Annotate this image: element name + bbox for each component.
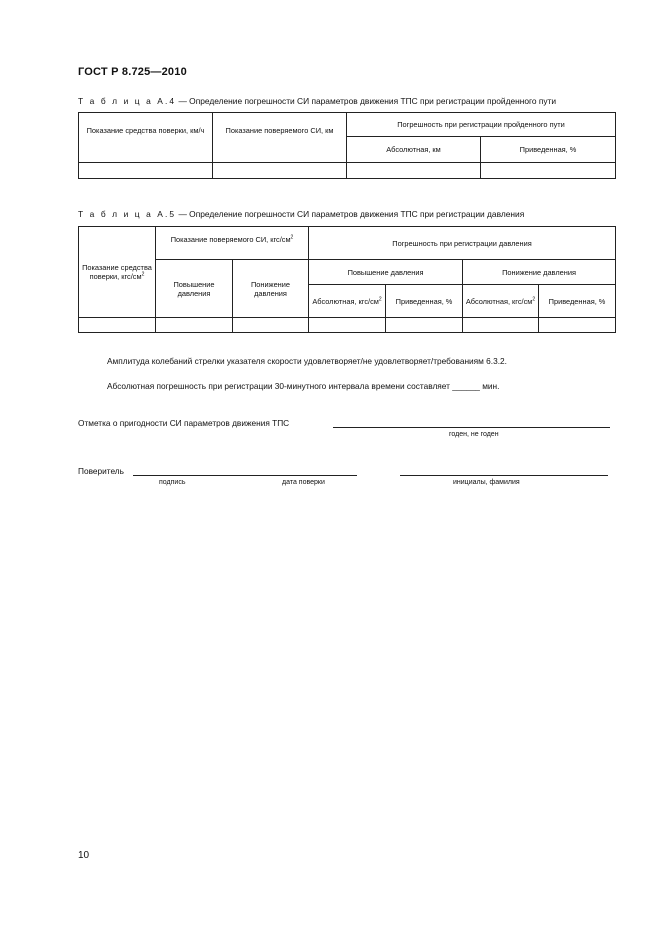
abs-error-text: Абсолютная погрешность при регистрации 30-минутного интервала времени составляет ______ мин. — [107, 381, 500, 391]
table-cell[interactable] — [481, 163, 616, 179]
page-number: 10 — [78, 850, 90, 861]
table-cell[interactable] — [386, 318, 463, 333]
table-a5-decrease-subheader: Понижение давления — [233, 260, 309, 318]
table-a5-title: — Определение погрешности СИ параметров движения ТПС при регистрации давления — [176, 209, 525, 219]
table-cell[interactable] — [213, 163, 347, 179]
name-hint: инициалы, фамилия — [453, 479, 520, 486]
table-a4-label: Т а б л и ц а А.4 — [78, 96, 177, 106]
table-a4-group-header: Погрешность при регистрации пройденного пути — [347, 113, 616, 137]
table-a5-decrease-header: Понижение давления — [463, 260, 616, 285]
table-a4-col1-header: Показание средства поверки, км/ч — [79, 113, 213, 163]
table-a5-col1-header: Показание средства поверки, кгс/$см^2$ — [79, 227, 156, 318]
table-a5-label: Т а б л и ц а А.5 — [78, 209, 177, 219]
verifier-name-line[interactable] — [400, 475, 608, 476]
fitness-hint: годен, не годен — [449, 431, 499, 438]
table-a5-increase-rel-header: Приведенная, % — [386, 285, 463, 318]
table-cell[interactable] — [347, 163, 481, 179]
fitness-input-line[interactable] — [333, 427, 610, 428]
verifier-label: Поверитель — [78, 466, 124, 476]
table-a5-decrease-abs-header: Абсолютная, кгс/$см^2$ — [463, 285, 539, 318]
verifier-signature-line[interactable] — [133, 475, 357, 476]
table-cell[interactable] — [233, 318, 309, 333]
table-a5-col2-header: Показание поверяемого СИ, кгс/$см^2$ — [156, 227, 309, 260]
table-a4 — [78, 112, 616, 179]
table-a4-col2-header: Показание поверяемого СИ, км — [213, 113, 347, 163]
table-a5-increase-subheader: Повышение давления — [156, 260, 233, 318]
signature-hint: подпись — [159, 479, 186, 486]
table-cell[interactable] — [79, 163, 213, 179]
table-a5-decrease-rel-header: Приведенная, % — [539, 285, 616, 318]
fitness-label: Отметка о пригодности СИ параметров движения ТПС — [78, 418, 290, 428]
table-row — [79, 163, 616, 179]
date-hint: дата поверки — [282, 479, 325, 486]
table-cell[interactable] — [156, 318, 233, 333]
table-a4-title: — Определение погрешности СИ параметров движения ТПС при регистрации пройденного пути — [176, 96, 557, 106]
table-a4-rel-header: Приведенная, % — [481, 137, 616, 163]
table-a5-increase-abs-header: Абсолютная, кгс/$см^2$ — [309, 285, 386, 318]
table-cell[interactable] — [309, 318, 386, 333]
table-a4-abs-header: Абсолютная, км — [347, 137, 481, 163]
table-a5-increase-header: Повышение давления — [309, 260, 463, 285]
table-a5-group-header: Погрешность при регистрации давления — [309, 227, 616, 260]
table-cell[interactable] — [79, 318, 156, 333]
table-cell[interactable] — [463, 318, 539, 333]
table-row — [79, 318, 616, 333]
amplitude-text: Амплитуда колебаний стрелки указателя скорости удовлетворяет/не удовлетворяет/требованиям 6.3.2. — [107, 356, 507, 366]
document-code: ГОСТ Р 8.725—2010 — [78, 66, 187, 78]
table-cell[interactable] — [539, 318, 616, 333]
table-a5 — [78, 226, 616, 333]
table-a5-caption — [78, 209, 524, 219]
table-a4-caption — [78, 96, 556, 106]
